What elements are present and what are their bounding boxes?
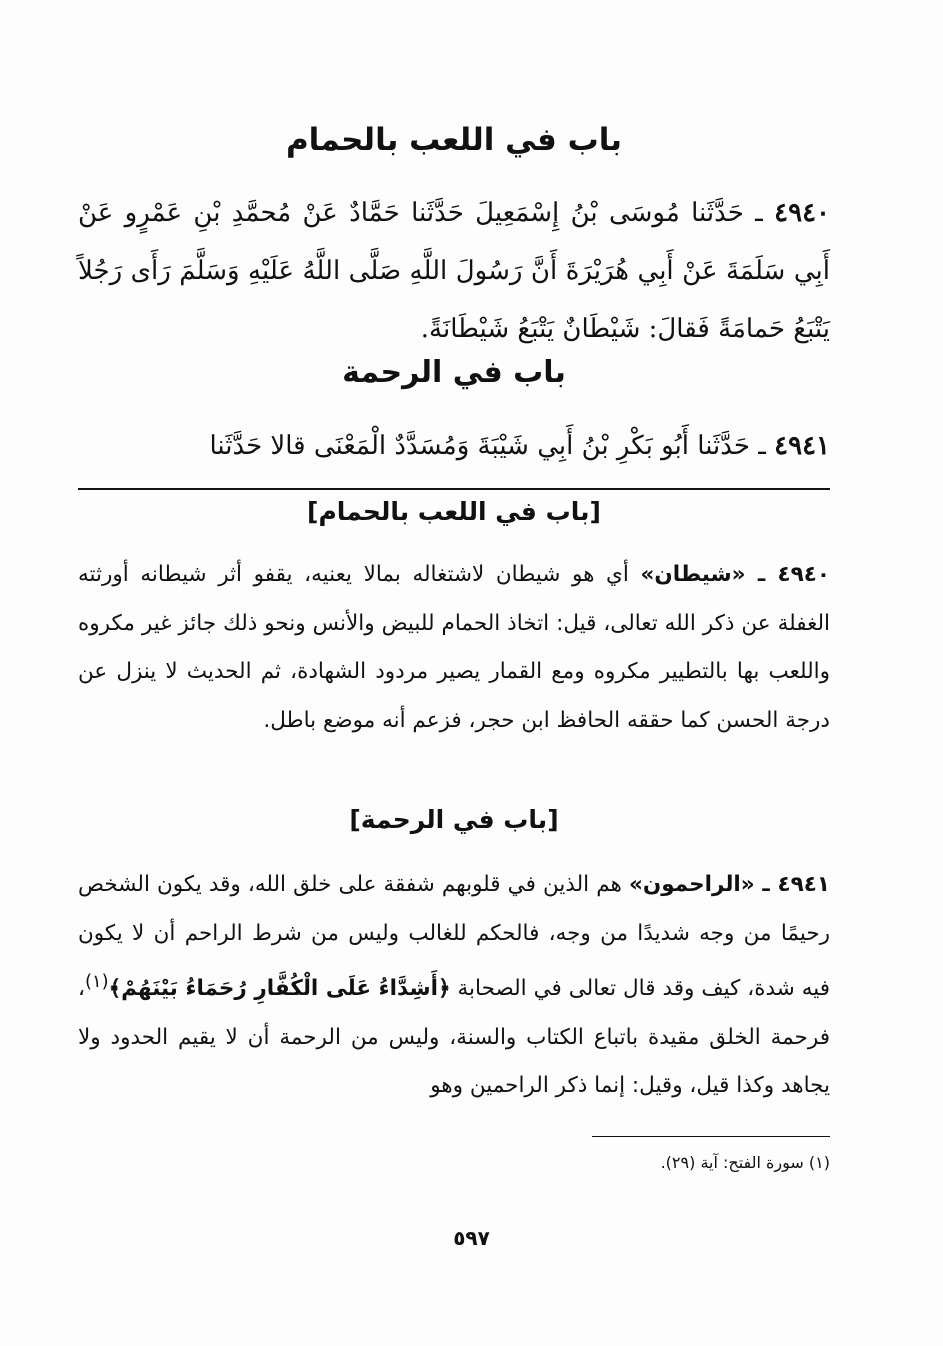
commentary-heading-pigeons: [باب في اللعب بالحمام]	[307, 497, 601, 526]
commentary-text: أي هو شيطان لاشتغاله بمالا يعنيه، يقفو أثر شيطانه أورثته الغفلة عن ذكر الله تعالى، قيل: اتخاذ الحمام للبيض والأنس ونحو ذلك جائز غير مكروه واللعب بها بالتطيير مكروه ومع القمار يصير مردود الشهادة، ثم الحديث لا ينزل عن درجة الحسن كما حققه الحافظ ابن حجر، فزعم أنه موضع باطل.	[78, 562, 830, 733]
footnote: (١) سورة الفتح: آية (٢٩).	[660, 1153, 830, 1172]
commentary-separator	[78, 488, 830, 490]
commentary-text-continued: ، فرحمة الخلق مقيدة باتباع الكتاب والسنة، وليس من الرحمة أن لا يقيم الحدود ولا يجاهد وكذا قيل، وقيل: إنما ذكر الراحمين وهو	[78, 976, 830, 1099]
chapter-heading-mercy: باب في الرحمة	[342, 355, 566, 390]
commentary-heading-mercy: [باب في الرحمة]	[349, 805, 559, 834]
commentary-4941	[78, 861, 830, 1111]
commentary-number: ٤٩٤٠	[777, 562, 830, 587]
commentary-text: هم الذين في قلوبهم شفقة على خلق الله، وقد يكون الشخص رحيمًا من وجه شديدًا من وجه، فالحكم للغالب وليس من شرط الراحم أن لا يكون فيه شدة، كيف وقد قال تعالى في الصحابة	[78, 872, 831, 1002]
commentary-4940	[78, 551, 830, 745]
commentary-term: ـ «الراحمون»	[628, 872, 778, 897]
hadith-number: ٤٩٤٠	[774, 198, 830, 228]
hadith-4940	[78, 184, 830, 358]
commentary-term: ـ «شيطان»	[640, 562, 778, 587]
quran-verse: ﴿أَشِدَّاءُ عَلَى الْكُفَّارِ رُحَمَاءُ بَيْنَهُمْ﴾	[108, 976, 451, 1002]
hadith-text: ـ حَدَّثَنا مُوسَى بْنُ إِسْمَعِيلَ حَدَّثَنا حَمَّادٌ عَنْ مُحمَّدِ بْنِ عَمْرٍو عَنْ أَبِي سَلَمَةَ عَنْ أَبِي هُرَيْرَةَ أَنَّ رَسُولَ اللَّهِ صَلَّى اللَّهُ عَلَيْهِ وَسَلَّمَ رَأَى رَجُلاً يَتْبَعُ حَمامَةً فَقالَ: شَيْطَانٌ يَتْبَعُ شَيْطَانَةً.	[78, 198, 830, 344]
page-number: ٥٩٧	[453, 1226, 490, 1250]
commentary-number: ٤٩٤١	[777, 872, 830, 897]
hadith-number: ٤٩٤١	[774, 431, 830, 461]
chapter-heading-pigeons: باب في اللعب بالحمام	[285, 122, 623, 158]
hadith-4941	[78, 417, 830, 475]
hadith-text: ـ حَدَّثَنا أَبُو بَكْرِ بْنُ أَبِي شَيْبَةَ وَمُسَدَّدٌ الْمَعْنَى قالا حَدَّثَنا	[209, 431, 775, 461]
footnote-reference[interactable]: (١)	[84, 971, 109, 992]
footnote-separator	[592, 1136, 830, 1137]
